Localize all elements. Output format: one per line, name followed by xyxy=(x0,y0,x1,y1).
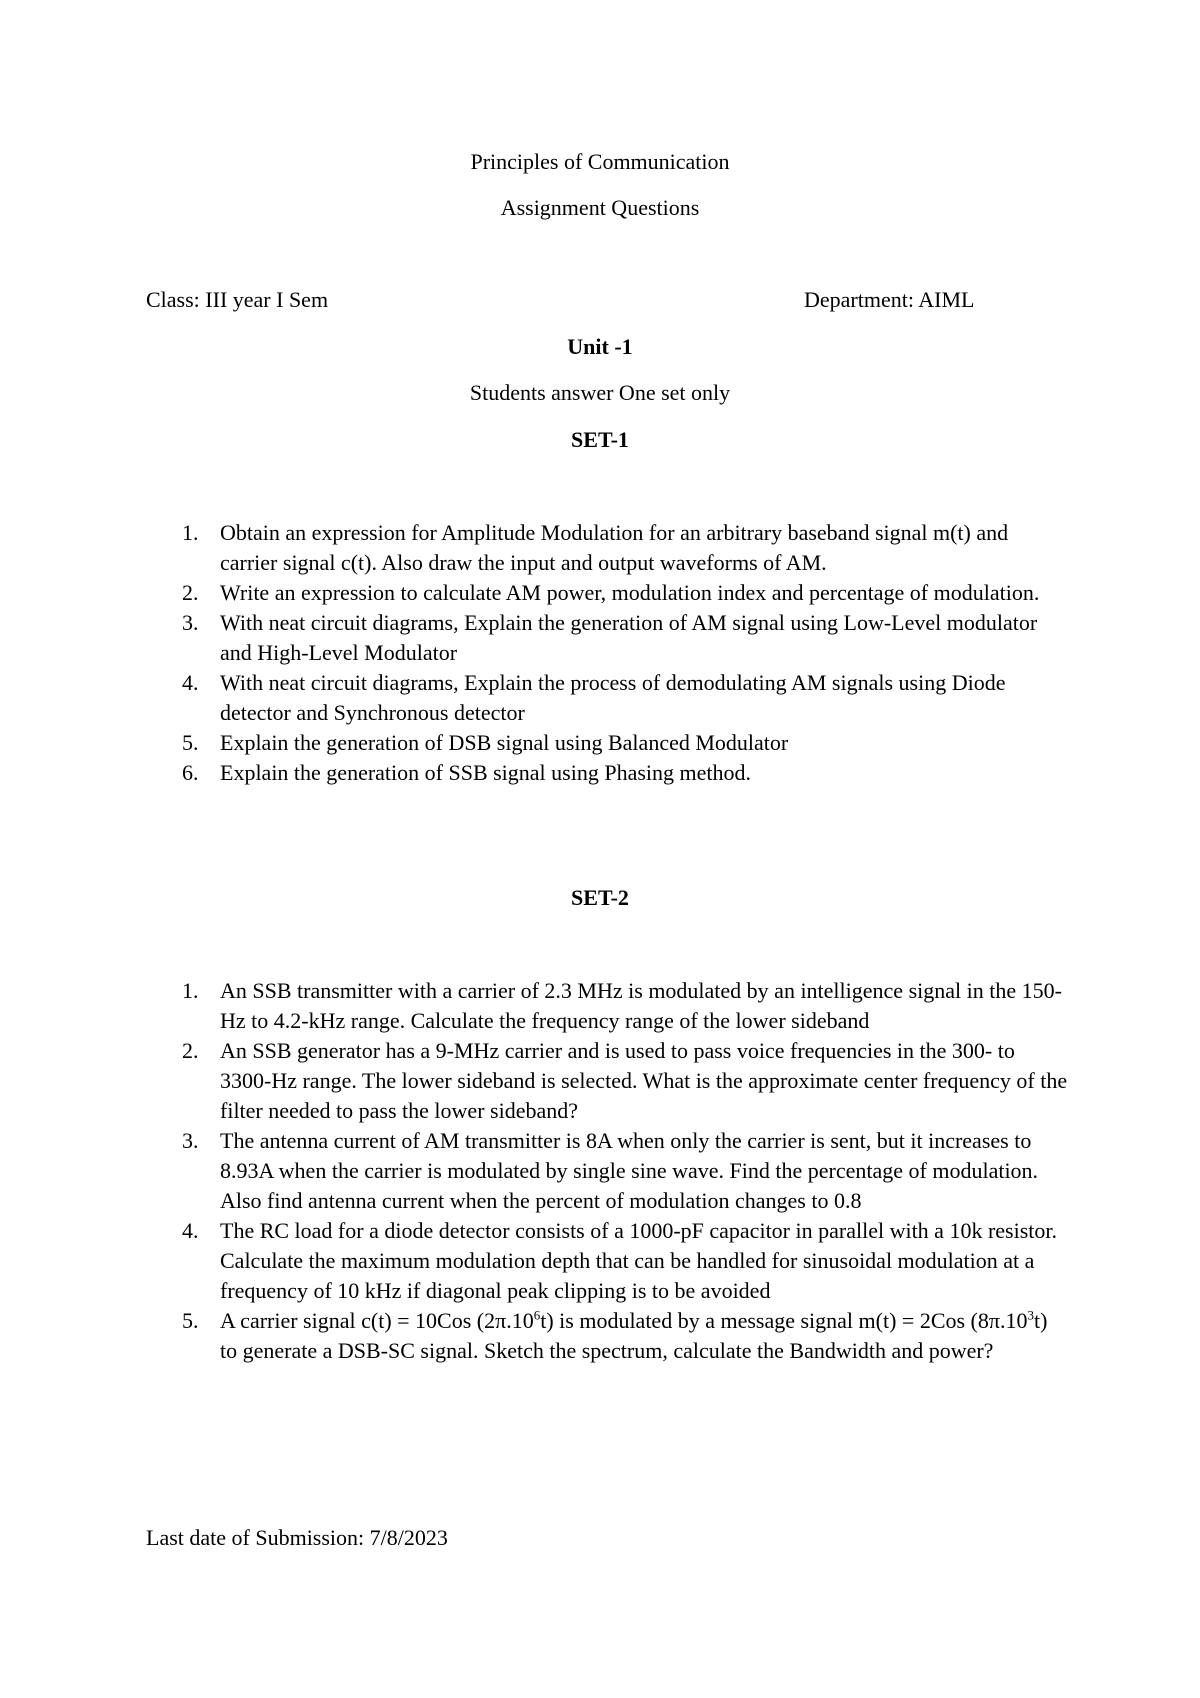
question-text: With neat circuit diagrams, Explain the generation of AM signal using Low-Level modulator and High-Level Modulator xyxy=(220,610,1038,665)
list-item xyxy=(170,518,1070,578)
question-number: 1. xyxy=(182,520,199,545)
exponent: 3 xyxy=(1027,1307,1034,1323)
question-number: 2. xyxy=(182,1038,199,1063)
question-number: 1. xyxy=(182,978,199,1003)
document-title: Principles of Communication xyxy=(470,149,730,174)
unit-instruction: Students answer One set only xyxy=(469,380,731,405)
department-info: Department: AIML xyxy=(804,287,975,312)
class-info: Class: III year I Sem xyxy=(146,287,329,312)
set2-heading: SET-2 xyxy=(571,885,629,910)
list-item xyxy=(170,578,1070,608)
question-text: Write an expression to calculate AM power, modulation index and percentage of modulation. xyxy=(220,580,1040,605)
question-number: 4. xyxy=(182,1218,199,1243)
question-number: 5. xyxy=(182,1308,199,1333)
question-text: An SSB transmitter with a carrier of 2.3 MHz is modulated by an intelligence signal in the 150-Hz to 4.2-kHz range. Calculate the frequency range of the lower sideband xyxy=(220,978,1062,1033)
list-item xyxy=(170,608,1070,668)
list-item xyxy=(170,1216,1070,1306)
question-text: Explain the generation of SSB signal using Phasing method. xyxy=(220,760,752,785)
list-item xyxy=(170,758,1070,788)
question-text: The RC load for a diode detector consists of a 1000-pF capacitor in parallel with a 10k resistor. Calculate the maximum modulation depth that can be handled for sinusoidal modulation at a frequency of 10 kHz if diagonal peak clipping is to be avoided xyxy=(220,1218,1057,1303)
question-text-part: t) is modulated by a message signal m(t) = 2Cos (8π.10 xyxy=(540,1308,1028,1333)
list-item xyxy=(170,728,1070,758)
exponent: 6 xyxy=(533,1307,541,1323)
question-number: 5. xyxy=(182,730,199,755)
question-text: Explain the generation of DSB signal using Balanced Modulator xyxy=(220,730,789,755)
question-number: 2. xyxy=(182,580,199,605)
set1-heading: SET-1 xyxy=(571,427,629,452)
question-text-part: A carrier signal c(t) = 10Cos (2π.10 xyxy=(220,1308,534,1333)
list-item xyxy=(170,1126,1070,1216)
list-item xyxy=(170,668,1070,728)
set2-question-list xyxy=(170,976,1070,1366)
question-number: 6. xyxy=(182,760,199,785)
question-number: 4. xyxy=(182,670,199,695)
question-text: With neat circuit diagrams, Explain the process of demodulating AM signals using Diode detector and Synchronous detector xyxy=(220,670,1006,725)
document-subtitle: Assignment Questions xyxy=(500,195,700,220)
question-number: 3. xyxy=(182,1128,199,1153)
submission-date: Last date of Submission: 7/8/2023 xyxy=(146,1525,448,1550)
list-item xyxy=(170,1306,1070,1366)
list-item xyxy=(170,1036,1070,1126)
question-text: Obtain an expression for Amplitude Modulation for an arbitrary baseband signal m(t) and carrier signal c(t). Also draw the input and output waveforms of AM. xyxy=(220,520,1009,575)
set1-question-list xyxy=(170,518,1070,788)
list-item xyxy=(170,976,1070,1036)
unit-heading: Unit -1 xyxy=(567,334,633,359)
question-number: 3. xyxy=(182,610,199,635)
question-text: The antenna current of AM transmitter is 8A when only the carrier is sent, but it increases to 8.93A when the carrier is modulated by single sine wave. Find the percentage of modulation. Also find antenna current when the percent of modulation changes to 0.8 xyxy=(220,1128,1039,1213)
question-text xyxy=(220,1308,1047,1363)
question-text-part: t) to generate a DSB-SC signal. Sketch the spectrum, calculate the Bandwidth and power? xyxy=(220,1308,1048,1363)
question-text: An SSB generator has a 9-MHz carrier and is used to pass voice frequencies in the 300- to 3300-Hz range. The lower sideband is selected. What is the approximate center frequency of the filter needed to pass the lower sideband? xyxy=(220,1038,1068,1123)
